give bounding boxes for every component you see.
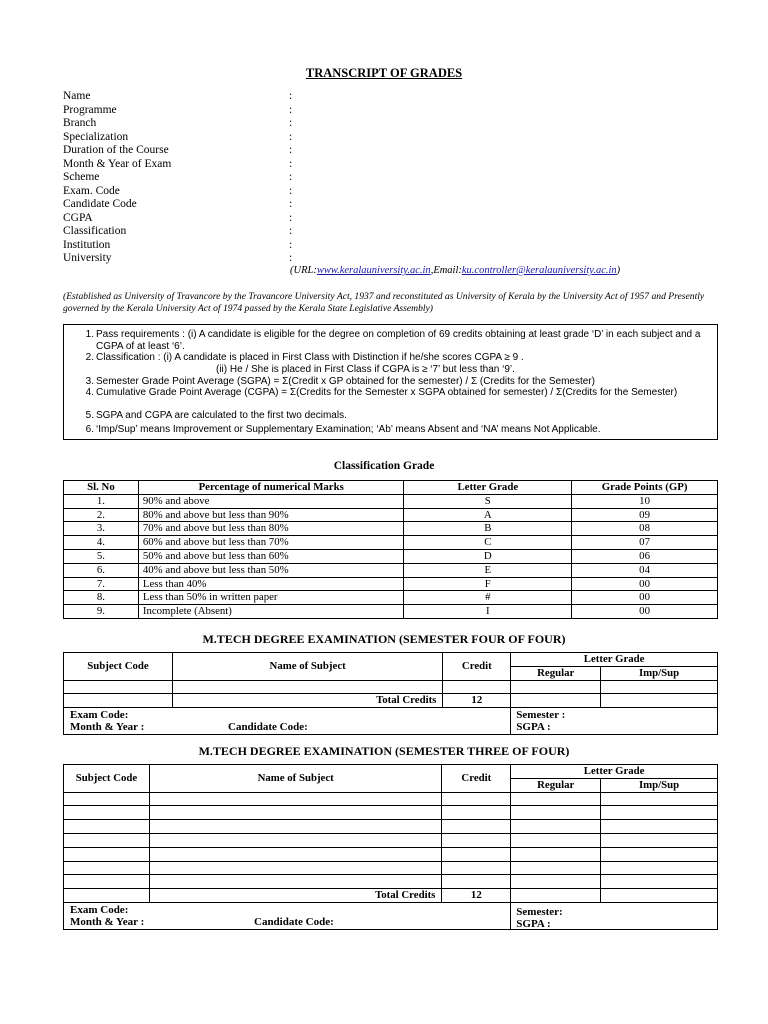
field-label: Duration of the Course	[63, 144, 169, 156]
table-row: 2. 80% and above but less than 90% A 09	[64, 508, 718, 522]
field-label: Branch	[63, 117, 97, 129]
field-candidate-code: Candidate Code :	[63, 198, 293, 210]
field-label: Programme	[63, 103, 117, 116]
table-row: 8. Less than 50% in written paper # 00	[64, 591, 718, 605]
header-name-of-subject: Name of Subject	[149, 765, 441, 793]
field-specialization: Specialization :	[63, 130, 293, 143]
exam-info-row	[64, 902, 718, 929]
university-url-link[interactable]: www.keralauniversity.ac.in	[316, 265, 431, 276]
field-label: Month & Year of Exam	[63, 157, 172, 170]
field-label: Exam. Code	[63, 184, 120, 197]
candidate-details	[63, 90, 723, 266]
rule-item: 2. Classification : (i) A candidate is placed in First Class with Distinction if he/she scores CGPA ≥ 9 .	[85, 352, 524, 363]
field-scheme: Scheme :	[63, 171, 293, 183]
field-label: Institution	[63, 238, 111, 251]
table-row	[64, 861, 718, 875]
candidate-code-label: Candidate Code:	[228, 721, 308, 734]
total-credits-value: 12	[443, 694, 511, 708]
field-programme: Programme :	[63, 103, 293, 116]
field-label: Classification	[63, 225, 127, 237]
header-name-of-subject: Name of Subject	[172, 653, 442, 681]
field-name: Name :	[63, 90, 293, 102]
rule-item: 1. Pass requirements : (i) A candidate is eligible for the degree on completion of 69 credits obtaining at least grade ‘D’ in each subject and a CGPA of at least ‘6’.	[85, 329, 701, 352]
header-regular: Regular	[511, 778, 601, 792]
total-credits-row	[64, 889, 718, 903]
header-credit: Credit	[442, 765, 511, 793]
field-label: Name	[63, 90, 91, 102]
month-year-label: Month & Year :	[70, 721, 145, 734]
semester-four-title: M.TECH DEGREE EXAMINATION (SEMESTER FOUR OF FOUR)	[202, 632, 566, 646]
university-contact: (URL:www.keralauniversity.ac.in,Email:ku.controller@keralauniversity.ac.in)	[290, 265, 621, 276]
sgpa-label: SGPA :	[516, 917, 551, 930]
rule-item: 4. Cumulative Grade Point Average (CGPA) = Σ(Credits for the Semester x SGPA obtained for semester) / Σ(Credits for the Semester)	[85, 387, 678, 398]
semester-three-table	[63, 764, 718, 930]
table-row: 4. 60% and above but less than 70% C 07	[64, 536, 718, 550]
sgpa-label: SGPA :	[516, 721, 551, 734]
header-percentage: Percentage of numerical Marks	[138, 481, 404, 495]
field-duration: Duration of the Course :	[63, 144, 293, 156]
table-header-row	[64, 481, 718, 495]
total-credits-row	[64, 694, 718, 708]
exam-code-label: Exam Code:	[70, 709, 129, 722]
field-label: CGPA	[63, 211, 93, 224]
rules-box	[63, 324, 718, 440]
semester-four-table	[63, 652, 718, 735]
total-credits-label: Total Credits	[149, 889, 441, 903]
exam-info-row	[64, 708, 718, 735]
field-label: Candidate Code	[63, 198, 137, 210]
field-branch: Branch :	[63, 117, 293, 129]
page-title: TRANSCRIPT OF GRADES	[305, 66, 463, 80]
table-row: 1. 90% and above S 10	[64, 494, 718, 508]
header-subject-code: Subject Code	[64, 653, 173, 681]
field-classification: Classification :	[63, 225, 293, 237]
table-row: 3. 70% and above but less than 80% B 08	[64, 522, 718, 536]
establishment-note: (Established as University of Travancore by the Travancore University Act, 1937 and reconstituted as University of Kerala by the University Act of 1957 and Presently governed by the Kerala University Act of 1974 passed by the Kerala State Legislative Assembly)	[63, 291, 705, 314]
header-letter-grade: Letter Grade	[511, 765, 718, 779]
exam-code-label: Exam Code:	[70, 903, 129, 916]
header-letter-grade: Letter Grade	[511, 653, 718, 667]
table-row: 6. 40% and above but less than 50% E 04	[64, 563, 718, 577]
table-row	[64, 847, 718, 861]
semester-three-title: M.TECH DEGREE EXAMINATION (SEMESTER THREE OF FOUR)	[198, 744, 570, 758]
semester-label: Semester :	[516, 709, 566, 722]
header-sl-no: Sl. No	[64, 481, 139, 495]
candidate-code-label: Candidate Code:	[254, 915, 334, 928]
table-row	[64, 833, 718, 847]
classification-title: Classification Grade	[333, 460, 435, 472]
table-row: 7. Less than 40% F 00	[64, 577, 718, 591]
field-label: Specialization	[63, 130, 129, 143]
field-exam-code: Exam. Code :	[63, 184, 293, 197]
header-letter-grade: Letter Grade	[404, 481, 572, 495]
header-imp-sup: Imp/Sup	[601, 778, 718, 792]
header-subject-code: Subject Code	[64, 765, 150, 793]
rule-item: 6. ‘Imp/Sup’ means Improvement or Supplementary Examination; ‘Ab’ means Absent and ‘NA’ means Not Applicable.	[85, 424, 601, 435]
rule-item: 3. Semester Grade Point Average (SGPA) = Σ(Credit x GP obtained for the semester) / Σ (Credits for the Semester)	[85, 376, 595, 387]
field-university: University :	[63, 252, 293, 264]
field-label: Scheme	[63, 171, 100, 183]
total-credits-value: 12	[442, 889, 511, 903]
table-row: 9. Incomplete (Absent) I 00	[64, 605, 718, 619]
header-grade-points: Grade Points (GP)	[572, 481, 718, 495]
header-regular: Regular	[511, 666, 601, 680]
rule-item: (ii) He / She is placed in First Class if CGPA is ≥ ‘7’ but less than ‘9’.	[216, 364, 515, 375]
field-institution: Institution :	[63, 238, 293, 251]
table-row	[64, 792, 718, 806]
table-row	[64, 875, 718, 889]
classification-table	[63, 480, 718, 619]
total-credits-label: Total Credits	[172, 694, 442, 708]
field-label: University	[63, 252, 112, 264]
email-link[interactable]: ku.controller@keralauniversity.ac.in	[461, 265, 617, 276]
header-credit: Credit	[443, 653, 511, 681]
header-imp-sup: Imp/Sup	[601, 666, 718, 680]
table-row	[64, 806, 718, 820]
month-year-label: Month & Year :	[70, 915, 145, 928]
field-month-year: Month & Year of Exam :	[63, 157, 293, 170]
table-row	[64, 820, 718, 834]
table-row	[64, 680, 718, 694]
table-row: 5. 50% and above but less than 60% D 06	[64, 549, 718, 563]
semester-label: Semester:	[516, 905, 563, 918]
field-cgpa: CGPA :	[63, 211, 293, 224]
rule-item: 5. SGPA and CGPA are calculated to the first two decimals.	[85, 410, 347, 421]
